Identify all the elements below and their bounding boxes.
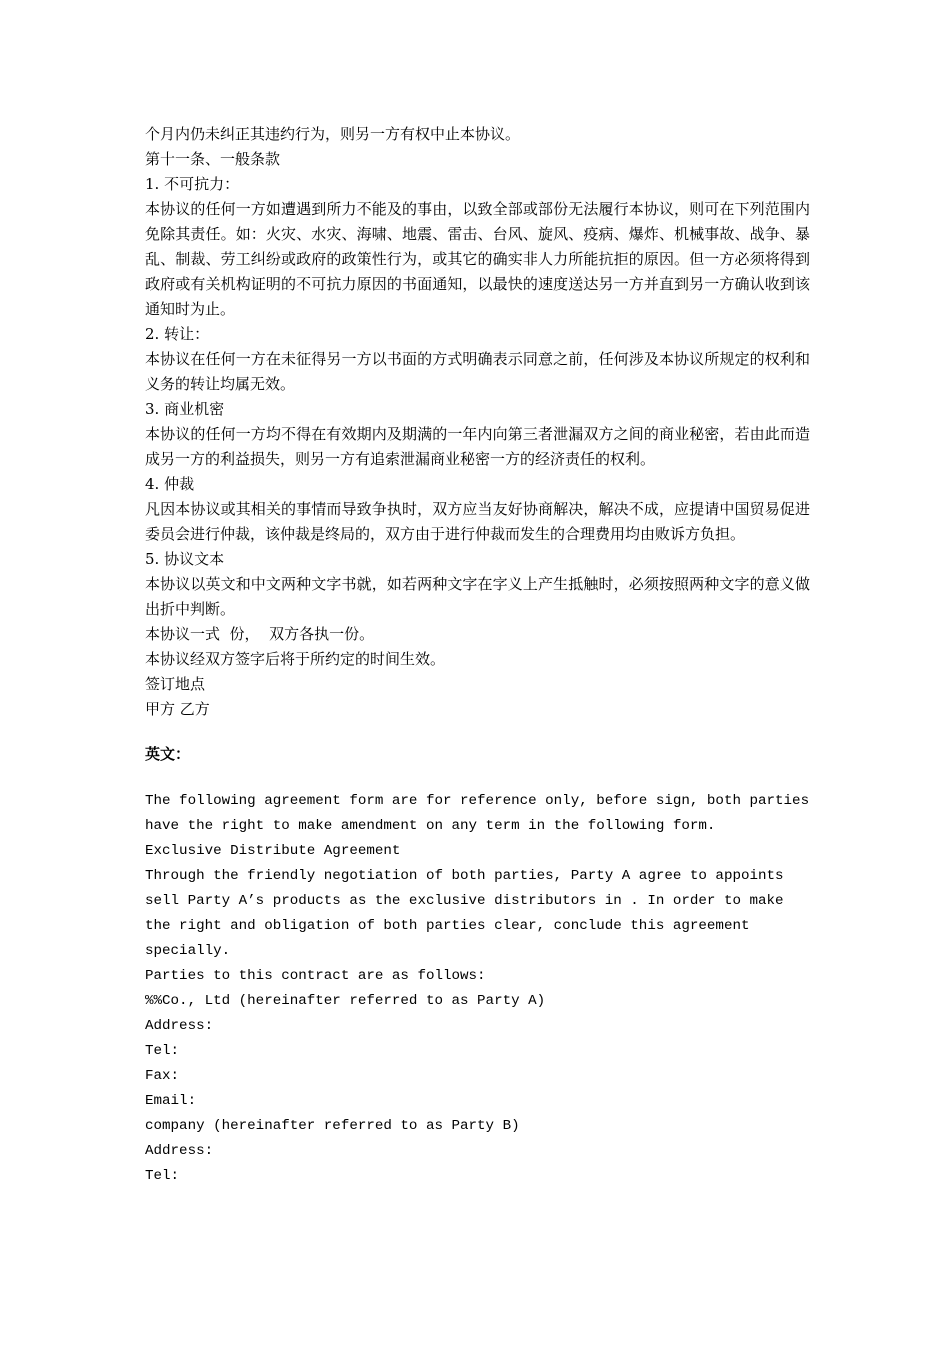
address-label: Address: [145, 1143, 214, 1159]
chinese-section [145, 122, 810, 722]
signature-parties: 甲方 乙方 [145, 700, 210, 718]
english-heading: 英文： [145, 745, 191, 763]
paragraph: Through the friendly negotiation of both parties, Party A agree to appoints sell Party A’s products as the exclusive distributors in . In order to make the right and obligation of both parties clear, conclude this agreement specially. [145, 868, 793, 959]
email-label: Email: [145, 1093, 197, 1109]
paragraph: 本协议在任何一方在未征得另一方以书面的方式明确表示同意之前，任何涉及本协议所规定的权利和义务的转让均属无效。 [145, 350, 810, 393]
agreement-title: Exclusive Distribute Agreement [145, 843, 401, 859]
paragraph: 签订地点 [145, 675, 206, 693]
paragraph: The following agreement form are for reference only, before sign, both parties have the right to make amendment on any term in the following form. [145, 793, 818, 834]
paragraph: 本协议的任何一方均不得在有效期内及期满的一年内向第三者泄漏双方之间的商业秘密，若由此而造成另一方的利益损失，则另一方有追索泄漏商业秘密一方的经济责任的权利。 [145, 425, 810, 468]
section-title: 第十一条、一般条款 [145, 150, 281, 168]
paragraph: 本协议经双方签字后将于所约定的时间生效。 [145, 650, 446, 668]
party-b-line: company (hereinafter referred to as Party B) [145, 1118, 520, 1134]
fax-label: Fax: [145, 1068, 180, 1084]
paragraph: 本协议一式 份， 双方各执一份。 [145, 625, 375, 643]
paragraph: 本协议的任何一方如遭遇到所力不能及的事由，以致全部或部份无法履行本协议，则可在下列范围内免除其责任。如：火灾、水灾、海啸、地震、雷击、台风、旋风、疫病、爆炸、机械事故、战争、暴乱、制裁、劳工纠纷或政府的政策性行为，或其它的确实非人力所能抗拒的原因。但一方必须将得到政府或有关机构证明的不可抗力原因的书面通知，以最快的速度送达另一方并直到另一方确认收到该通知时为止。 [145, 200, 810, 318]
address-label: Address: [145, 1018, 214, 1034]
clause-title: 4. 仲裁 [145, 475, 195, 493]
english-section [145, 789, 818, 1189]
paragraph: 个月内仍未纠正其违约行为，则另一方有权中止本协议。 [145, 125, 521, 143]
clause-title: 2. 转让： [145, 325, 210, 343]
clause-title: 3. 商业机密 [145, 400, 225, 418]
tel-label: Tel: [145, 1168, 180, 1184]
paragraph: Parties to this contract are as follows: [145, 968, 486, 984]
paragraph: 凡因本协议或其相关的事情而导致争执时，双方应当友好协商解决，解决不成，应提请中国贸易促进委员会进行仲裁，该仲裁是终局的，双方由于进行仲裁而发生的合理费用均由败诉方负担。 [145, 500, 810, 543]
paragraph: 本协议以英文和中文两种文字书就，如若两种文字在字义上产生抵触时，必须按照两种文字的意义做出折中判断。 [145, 575, 810, 618]
document-page [145, 122, 818, 1189]
tel-label: Tel: [145, 1043, 180, 1059]
party-a-line: %%Co., Ltd (hereinafter referred to as Party A) [145, 993, 546, 1009]
clause-title: 5. 协议文本 [145, 550, 225, 568]
clause-title: 1. 不可抗力： [145, 175, 240, 193]
